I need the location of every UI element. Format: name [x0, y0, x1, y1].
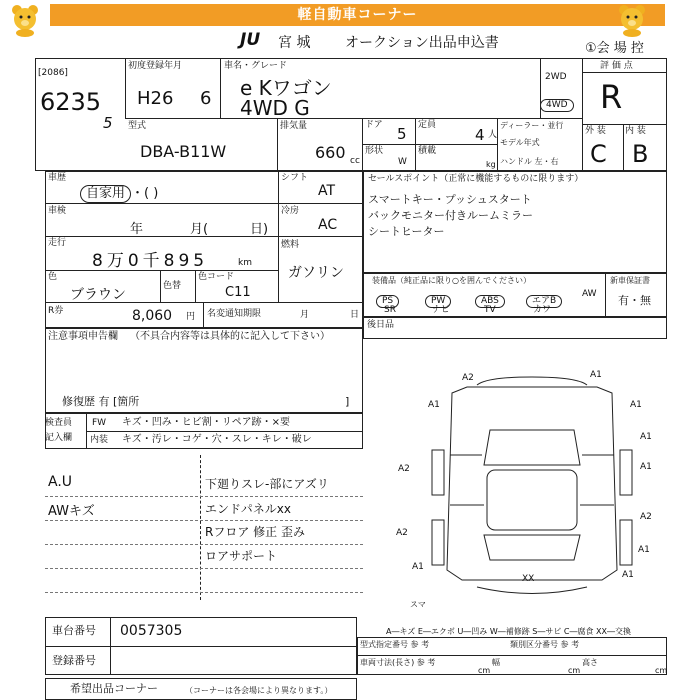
notes-title: 注意事項申告欄: [48, 331, 118, 342]
load-label: 積載: [418, 146, 437, 156]
size-height-label: 高さ: [582, 658, 598, 667]
recycle-value: 8,060: [132, 308, 173, 324]
tax-day: 日: [350, 310, 360, 320]
mark-a1-right-low: A1: [638, 545, 650, 555]
inspection-label: 車検: [48, 206, 67, 216]
equip-pw-label: PW: [425, 295, 451, 308]
new-car-warranty-value: 有・無: [618, 294, 651, 307]
mark-a1-top-right: A1: [590, 370, 602, 380]
car-name: e Kワゴン: [240, 76, 332, 100]
first-reg-month: 6: [200, 88, 212, 109]
interior-label: 内装: [90, 435, 109, 445]
remark-right-4: ロアサポート: [205, 549, 278, 563]
mark-a2-left-low: A2: [396, 528, 408, 538]
mark-spare: スマ: [410, 600, 426, 609]
sales-point-2: バックモニター付きルームミラー: [368, 209, 533, 222]
remark-left-2: AWキズ: [48, 504, 95, 519]
recycle-unit: 円: [186, 312, 196, 322]
damage-legend: A―キズ E―エクボ U―凹み W―補修跡 S―サビ C―腐食 XX―交換: [386, 627, 632, 636]
recycle-label: R券: [48, 306, 64, 316]
displacement-value: 660: [315, 143, 346, 162]
mileage-label: 走行: [48, 238, 67, 248]
model-value: DBA-B11W: [140, 142, 227, 161]
first-reg-label: 初度登録年月: [128, 61, 183, 71]
sales-point-3: シートヒーター: [368, 225, 445, 238]
drive-4wd-value: 4WD: [540, 99, 574, 112]
color-swap-label: 色替: [163, 281, 182, 291]
remark-right-1: 下廻りスレ-部にアズリ: [205, 477, 329, 491]
size-length-label: 車両寸法(長さ) 参 考: [360, 658, 436, 667]
equip-navi: ナビ: [432, 305, 451, 315]
mark-xx-rear: XX: [522, 574, 535, 584]
shift-label: シフト: [281, 173, 309, 183]
shape-value: W: [398, 157, 407, 167]
equip-ps-label: PS: [376, 295, 399, 308]
mileage-unit: km: [238, 258, 252, 268]
lot-number: 6235: [40, 88, 102, 116]
size-width-label: 幅: [492, 658, 500, 667]
ju-logo-icon: JU: [240, 30, 261, 50]
color-label: 色: [48, 272, 58, 282]
car-name-label: 車名・グレード: [224, 61, 288, 71]
first-reg-year: H26: [137, 88, 174, 109]
equip-abs-label: ABS: [475, 295, 505, 308]
mark-a1-rear-left: A1: [412, 562, 424, 572]
hope-corner-note: （コーナーは各会場により異なります。）: [185, 686, 333, 695]
sales-points-box: [363, 171, 667, 273]
displacement-label: 排気量: [280, 121, 308, 131]
equip-aw: AW: [582, 289, 597, 299]
top-form-grid: [35, 58, 667, 171]
fw-items: キズ・凹み・ヒビ割・リペア跡・×要: [122, 417, 290, 428]
load-unit: kg: [486, 160, 496, 169]
history-rest: ・( ): [131, 186, 159, 201]
mark-a2-top: A2: [462, 373, 474, 383]
inspection-day: 日): [250, 222, 269, 237]
handle-label: ハンドル 左・右: [500, 157, 559, 166]
remark-right-2: エンドパネルxx: [205, 502, 291, 516]
fuel-label: 燃料: [281, 240, 300, 250]
later-items-box: [363, 317, 667, 339]
history-label: 車歴: [48, 173, 67, 183]
fw-label: FW: [92, 418, 107, 428]
repair-history-end: ]: [345, 395, 350, 408]
capacity-unit: 人: [488, 130, 498, 140]
mark-a1-rear-right: A1: [622, 570, 634, 580]
mark-a1-right-mid: A1: [640, 462, 652, 472]
equip-sr: SR: [384, 305, 396, 315]
org-name: 宮 城: [278, 35, 311, 51]
equip-airbag-label: エアB: [526, 295, 562, 308]
history-value: [80, 182, 158, 203]
ext-grade: C: [590, 140, 607, 168]
inspection-year: 年: [130, 222, 144, 237]
hope-corner-label: 希望出品コーナー: [70, 682, 158, 695]
dealer-label: ディーラー・並行: [500, 121, 564, 130]
tax-month: 月: [300, 310, 310, 320]
inspector-label-1: 検査員: [45, 418, 73, 428]
capacity-label: 定員: [418, 120, 437, 130]
mark-a1-right-front: A1: [630, 400, 642, 410]
bear-mascot-left-icon: [8, 3, 42, 37]
rating-label: 評 価 点: [600, 61, 633, 71]
mark-a2-right-lower: A2: [640, 512, 652, 522]
lot-code: [2086]: [38, 68, 68, 78]
chassis-label: 車台番号: [52, 624, 96, 637]
tax-label: 名変通知期限: [207, 309, 262, 319]
repair-history: 修復歴 有 [箇所: [62, 395, 140, 408]
equip-tv: TV: [484, 305, 496, 315]
doors-label: ドア: [365, 120, 383, 130]
category-label: 類別区分番号 参 考: [510, 640, 580, 649]
size-width-unit: cm: [568, 666, 581, 675]
remark-left-1: A.U: [48, 474, 73, 490]
later-items-label: 後日品: [367, 320, 395, 330]
aircon-label: 冷房: [281, 206, 300, 216]
bear-mascot-right-icon: [615, 3, 649, 37]
model-year-label: モデル年式: [500, 138, 540, 147]
equip-leather: カワ: [533, 305, 552, 315]
equipment-label: 装備品（純正品に限り○を囲んでください）: [372, 276, 531, 285]
model-label: 型式: [128, 121, 147, 131]
sales-point-1: スマートキー・プッシュスタート: [368, 193, 532, 206]
color-code-label: 色コード: [198, 272, 235, 282]
drive-2wd-label: 2WD: [545, 72, 567, 82]
shape-label: 形状: [365, 146, 384, 156]
sales-points-label: セールスポイント（正常に機能するものに限ります）: [368, 174, 584, 184]
int-grade: B: [632, 140, 649, 168]
inspector-label-2: 記入欄: [45, 433, 73, 443]
displacement-unit: cc: [350, 156, 360, 166]
mileage-value: 8万0千895: [92, 251, 209, 271]
remark-right-3: Rフロア 修正 歪み: [205, 525, 305, 539]
reg-number-label: 登録番号: [52, 654, 96, 667]
notes-subtitle: （不具合内容等は具体的に記入して下さい）: [130, 331, 330, 342]
doors-value: 5: [397, 125, 407, 143]
chassis-number: 0057305: [120, 623, 183, 639]
drive-4wd: [540, 92, 574, 112]
fuel-value: ガソリン: [288, 265, 344, 281]
type-designation-label: 型式指定番号 参 考: [360, 640, 430, 649]
size-length-unit: cm: [478, 666, 491, 675]
rating-value: R: [600, 78, 623, 116]
inspection-month: 月(: [190, 222, 209, 237]
shift-value: AT: [318, 183, 336, 199]
ext-label: 外 装: [585, 126, 606, 136]
mark-a1-left-front: A1: [428, 400, 440, 410]
car-grade: 4WD G: [240, 96, 310, 120]
form-title: オークション出品申込書: [345, 35, 499, 51]
mark-a1-right-upper: A1: [640, 432, 652, 442]
banner-title: 軽自動車コーナー: [50, 4, 665, 26]
lot-note: 5: [103, 114, 113, 132]
int-label: 内 装: [625, 126, 646, 136]
new-car-warranty-label: 新車保証書: [610, 276, 650, 285]
color-value: ブラウン: [70, 287, 126, 303]
venue-copy: ①会 場 控: [585, 41, 644, 56]
capacity-value: 4: [475, 126, 485, 144]
aircon-value: AC: [318, 217, 338, 233]
mark-a2-left-mid: A2: [398, 464, 410, 474]
color-code: C11: [225, 285, 251, 300]
size-height-unit: cm: [655, 666, 668, 675]
interior-items: キズ・汚レ・コゲ・穴・スレ・キレ・破レ: [122, 434, 312, 445]
history-private-use: 自家用: [80, 185, 131, 203]
